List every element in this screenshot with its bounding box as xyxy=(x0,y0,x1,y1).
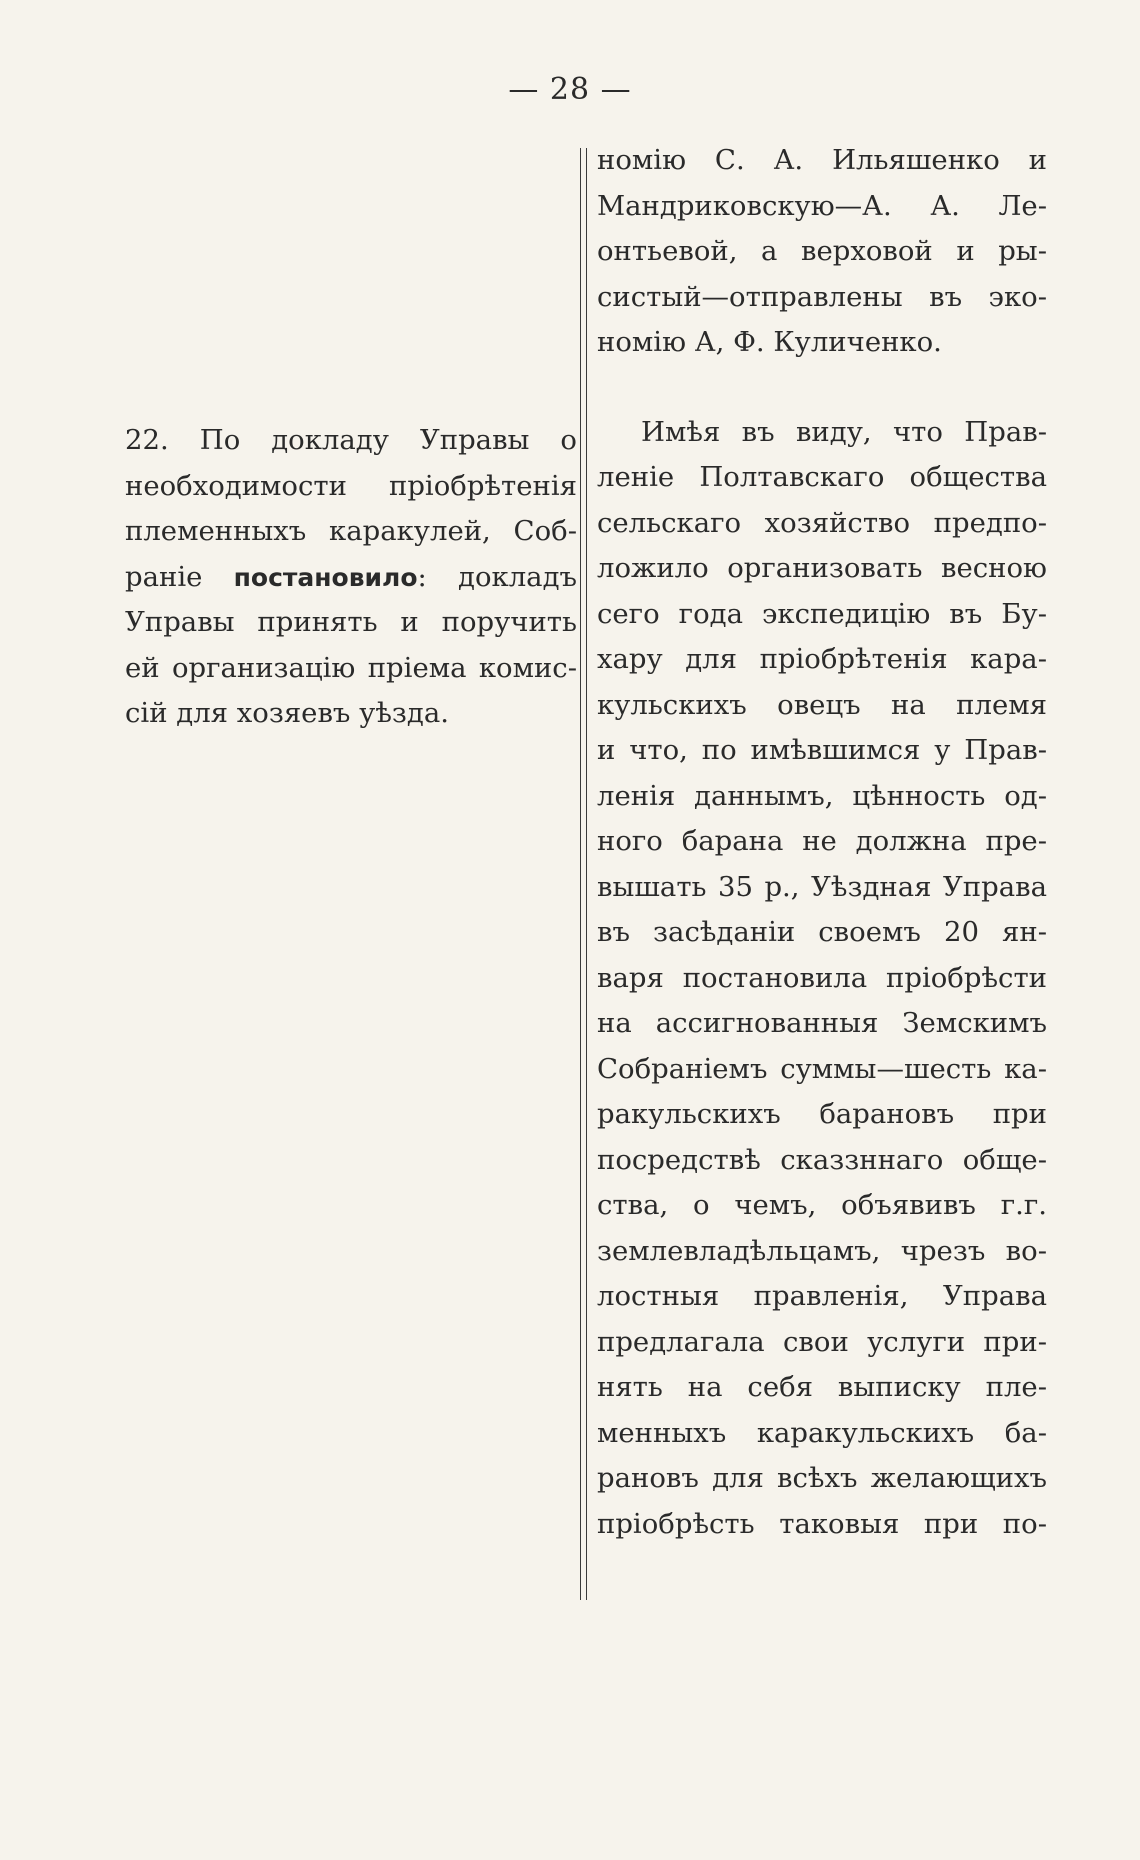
text-line: рановъ для всѣхъ желающихъ xyxy=(597,1462,1047,1494)
text-line: предлагала свои услуги при- xyxy=(597,1325,1047,1358)
text-line: ложило организовать весною xyxy=(597,552,1047,584)
text-fragment: : докладъ xyxy=(417,560,577,593)
text-line: ракульскихъ барановъ при xyxy=(597,1098,1047,1130)
text-line: сего года экспедицію въ Бу- xyxy=(597,597,1047,630)
text-fragment: раніе xyxy=(125,560,234,593)
page-number: — 28 — xyxy=(508,72,632,107)
column-divider-right xyxy=(586,148,587,1600)
right-column xyxy=(597,138,1047,1547)
continued-paragraph xyxy=(597,138,1047,366)
text-line: варя постановила пріобрѣсти xyxy=(597,961,1047,994)
text-line: онтьевой, а верховой и ры- xyxy=(597,235,1047,267)
text-line: Мандриковскую—А. А. Ле- xyxy=(597,189,1047,222)
text-line: племенныхъ каракулей, Соб- xyxy=(125,515,577,547)
main-paragraph-body xyxy=(597,455,1047,1547)
text-line: нять на себя выписку пле- xyxy=(597,1371,1047,1403)
text-line: леніе Полтавскаго общества xyxy=(597,461,1047,493)
text-line: и что, по имѣвшимся у Прав- xyxy=(597,734,1047,766)
text-line xyxy=(125,555,577,601)
paragraph-22 xyxy=(125,418,577,737)
text-line: пріобрѣсть таковыя при по- xyxy=(597,1507,1047,1540)
text-line: Собраніемъ суммы—шесть ка- xyxy=(597,1052,1047,1085)
text-line: систый—отправлены въ эко- xyxy=(597,280,1047,313)
text-line: ей организацію пріема комис- xyxy=(125,651,577,684)
text-line: ленія даннымъ, цѣнность од- xyxy=(597,779,1047,812)
text-line: на ассигнованныя Земскимъ xyxy=(597,1007,1047,1039)
text-line: въ засѣданіи своемъ 20 ян- xyxy=(597,916,1047,948)
bold-decision-word: постановило xyxy=(233,562,418,592)
text-line: 22. По докладу Управы о xyxy=(125,424,577,456)
text-line: необходимости пріобрѣтенія xyxy=(125,469,577,502)
text-line: ства, о чемъ, объявивъ г.г. xyxy=(597,1189,1047,1221)
text-line: Управы принять и поручить xyxy=(125,606,577,638)
text-line: посредствѣ сказзннаго обще- xyxy=(597,1143,1047,1176)
text-line: лостныя правленія, Управа xyxy=(597,1280,1047,1312)
text-line: землевладѣльцамъ, чрезъ во- xyxy=(597,1234,1047,1267)
paragraph-gap xyxy=(597,366,1047,410)
main-paragraph xyxy=(597,410,1047,456)
text-line: сій для хозяевъ уѣзда. xyxy=(125,697,449,729)
text-line: номію А, Ф. Куличенко. xyxy=(597,326,942,358)
left-column xyxy=(125,138,577,737)
text-line: Имѣя въ виду, что Прав- xyxy=(641,415,1047,448)
text-line: менныхъ каракульскихъ ба- xyxy=(597,1416,1047,1449)
text-line: вышать 35 р., Уѣздная Управа xyxy=(597,870,1047,903)
text-line: ного барана не должна пре- xyxy=(597,825,1047,857)
text-line: хару для пріобрѣтенія кара- xyxy=(597,643,1047,675)
column-divider-left xyxy=(580,148,581,1600)
text-line: кульскихъ овецъ на племя xyxy=(597,688,1047,721)
left-column-spacer xyxy=(125,138,577,418)
text-line: номію С. А. Ильяшенко и xyxy=(597,144,1047,176)
text-line: сельскаго хозяйство предпо- xyxy=(597,506,1047,539)
